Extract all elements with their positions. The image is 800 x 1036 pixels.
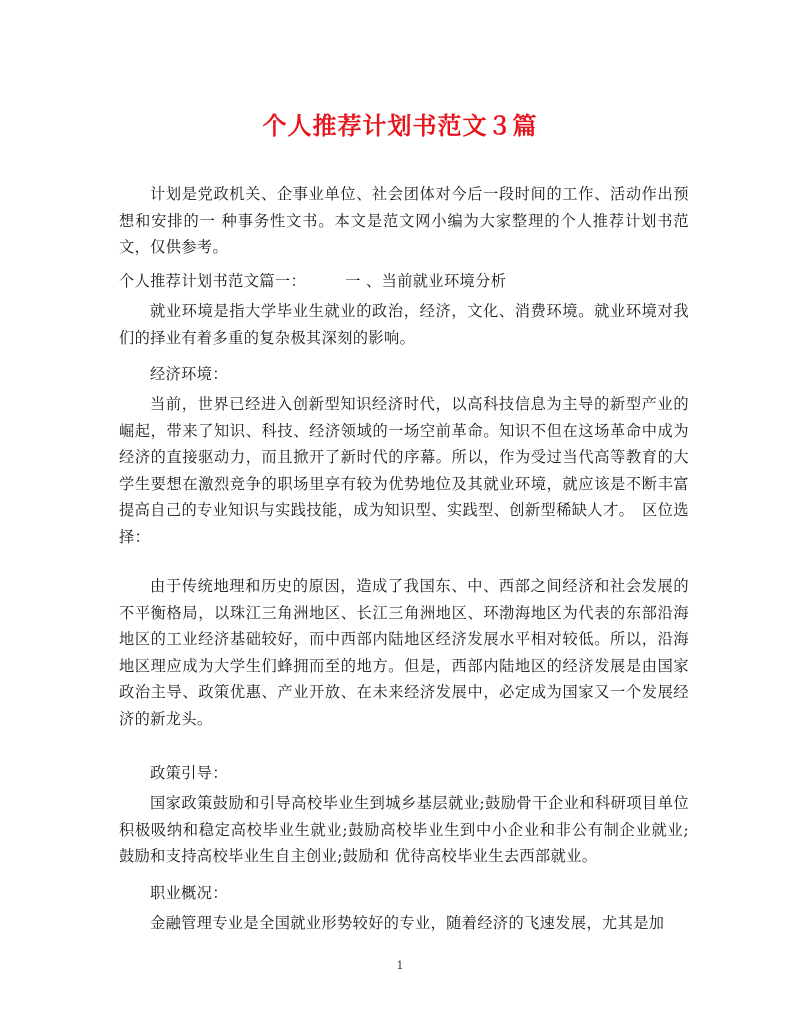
economy-heading: 经济环境： — [150, 365, 228, 383]
career-paragraph: 金融管理专业是全国就业形势较好的专业，随着经济的飞速发展，尤其是加 — [150, 914, 665, 932]
policy-heading: 政策引导： — [150, 764, 228, 782]
page-number: 1 — [396, 959, 404, 972]
policy-paragraph: 国家政策鼓励和引导高校毕业生到城乡基层就业;鼓励骨干企业和科研项目单位积极吸纳和稳定高校毕业生就业;鼓励高校毕业生到中小企业和非公有制企业就业;鼓励和支持高校毕业生自主创业;鼓励和 优待高校毕业生去西部就业。 — [119, 794, 689, 865]
section-heading: 个人推荐计划书范文篇一： 一 、当前就业环境分析 — [119, 272, 507, 290]
region-paragraph: 由于传统地理和历史的原因，造成了我国东、中、西部之间经济和社会发展的不平衡格局，以珠江三角洲地区、长江三角洲地区、环渤海地区为代表的东部沿海地区的工业经济基础较好，而中西部内陆地区经济发展水平相对较低。所以，沿海地区理应成为大学生们蜂拥而至的地方。但是，西部内陆地区的经济发展是由国家政治主导、政策优惠、产业开放、在未来经济发展中，必定成为国家又一个发展经济的新龙头。 — [119, 577, 689, 728]
economy-paragraph: 当前，世界已经进入创新型知识经济时代，以高科技信息为主导的新型产业的崛起，带来了知识、科技、经济领域的一场空前革命。知识不但在这场革命中成为经济的直接驱动力，而且掀开了新时代的序幕。所以，作为受过当代高等教育的大学生要想在激烈竞争的职场里享有较为优势地位及其就业环境，就应该是不断丰富提高自己的专业知识与实践技能，成为知识型、实践型、创新型稀缺人才。 区位选择： — [119, 395, 689, 546]
intro-paragraph: 计划是党政机关、企事业单位、社会团体对今后一段时间的工作、活动作出预想和安排的一 种事务性文书。本文是范文网小编为大家整理的个人推荐计划书范文，仅供参考。 — [119, 185, 689, 256]
employment-environment-paragraph: 就业环境是指大学毕业生就业的政治，经济，文化、消费环境。就业环境对我们的择业有着多重的复杂极其深刻的影响。 — [119, 302, 689, 347]
career-heading: 职业概况： — [150, 884, 228, 902]
document-title: 个人推荐计划书范文３篇 — [262, 111, 538, 140]
